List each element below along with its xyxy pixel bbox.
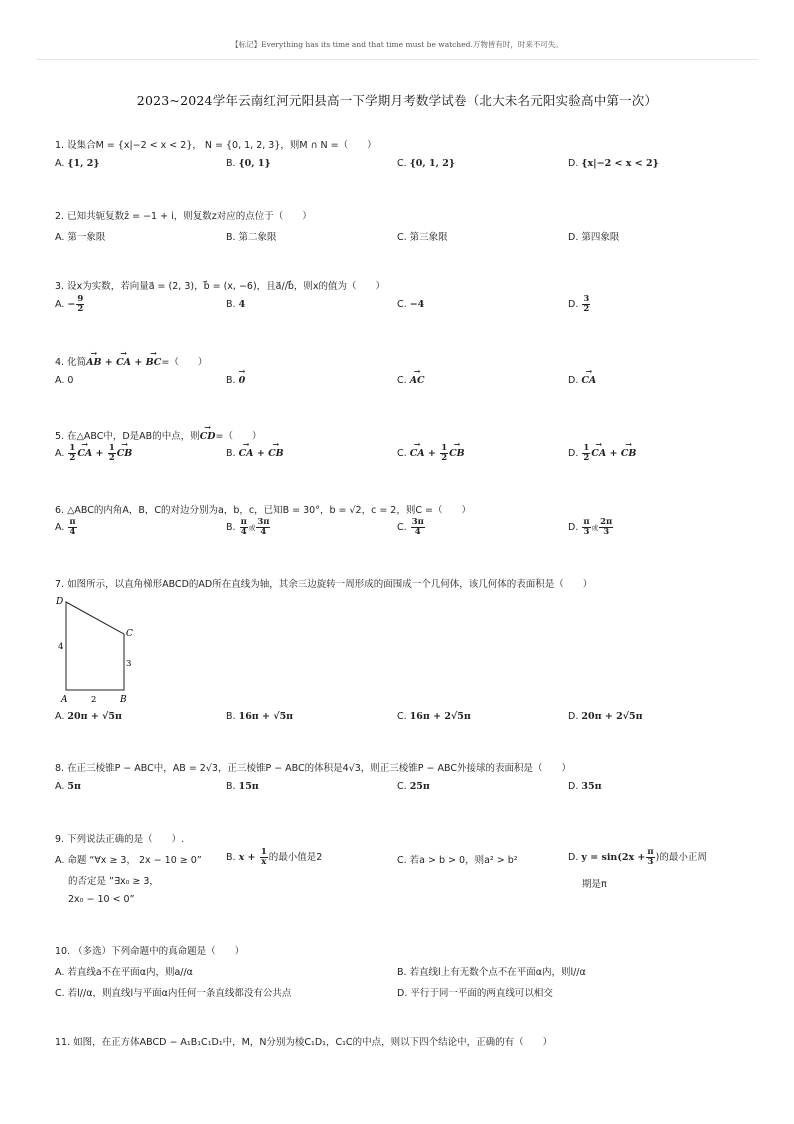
q6-option-d: D. $\frac{\pi}{3}$ 或 $\frac{2\pi}{3}$: [568, 517, 613, 537]
q1-option-a: A. {1, 2}: [55, 158, 100, 169]
q9-option-b: B. x + $\frac{1}{x}$ 的最小值是2: [226, 847, 323, 867]
question-5: 5. 在△ABC中，D是AB的中点，则→ CD=（ ）: [55, 428, 262, 442]
q10-option-a: A. 若直线a不在平面α内，则a//α: [55, 967, 193, 978]
q4-option-d: D. → CA: [568, 375, 596, 386]
question-4: 4. 化简→ AB + → CA + → BC=（ ）: [55, 354, 207, 368]
top-note: 【标记】Everything has its time and that time must be watched.万物皆有时，时来不可失。: [231, 40, 563, 49]
page-title: 2023~2024学年云南红河元阳县高一下学期月考数学试卷（北大未名元阳实验高中第一次）: [136, 93, 658, 108]
question-3: 3. 设x为实数，若向量a⃗ = (2, 3)，b⃗ = (x, −6)，且a⃗//b⃗，则x的值为（ ）: [55, 281, 386, 292]
label-c: C: [126, 629, 133, 639]
q5-option-a: A. $\frac{1}{2}$ → CA + $\frac{1}{2}$ → CB: [55, 444, 132, 463]
q4-option-c: C. → AC: [397, 375, 425, 386]
question-11: 11. 如图，在正方体ABCD − A₁B₁C₁D₁中，M，N分别为棱C₁D₁，C₁C的中点，则以下四个结论中，正确的有（ ）: [55, 1037, 553, 1048]
question-2: 2. 已知共轭复数z̄ = −1 + i，则复数z对应的点位于（ ）: [55, 211, 312, 222]
question-7: 7. 如图所示，以直角梯形ABCD的AD所在直线为轴，其余三边旋转一周形成的面围成一个几何体，该几何体的表面积是（ ）: [55, 579, 593, 590]
label-3: 3: [126, 659, 132, 669]
q3-option-a: A. − $\frac{9}{2}$: [55, 294, 84, 314]
q2-option-c: C. 第三象限: [397, 232, 448, 243]
q2-option-d: D. 第四象限: [568, 232, 620, 243]
label-b: B: [120, 695, 127, 705]
q5-option-b: B. → CA + → CB: [226, 448, 284, 459]
q3-option-d: D. $\frac{3}{2}$: [568, 294, 590, 314]
q6-option-a: A. $\frac{\pi}{4}$: [55, 517, 76, 537]
question-1: 1. 设集合M = {x|−2 < x < 2}， N = {0, 1, 2, 3}，则M ∩ N =（ ）: [55, 140, 377, 151]
q5-option-c: C. → CA + $\frac{1}{2}$ → CB: [397, 444, 465, 463]
q1-option-c: C. {0, 1, 2}: [397, 158, 455, 169]
label-d: D: [56, 597, 64, 607]
q1-option-b: B. {0, 1}: [226, 158, 271, 169]
label-a: A: [61, 695, 68, 705]
q8-option-a: A. 5π: [55, 781, 81, 792]
q8-option-c: C. 25π: [397, 781, 430, 792]
label-2: 2: [91, 695, 97, 705]
question-8: 8. 在正三棱锥P − ABC中，AB = 2√3，正三棱锥P − ABC的体积是4√3，则正三棱锥P − ABC外接球的表面积是（ ）: [55, 763, 572, 774]
q3-option-b: B. 4: [226, 299, 246, 310]
q7-option-d: D. 20π + 2√5π: [568, 711, 643, 722]
q4-option-b: B. → 0: [226, 375, 245, 386]
label-4: 4: [58, 642, 64, 652]
q8-option-d: D. 35π: [568, 781, 602, 792]
question-10: 10. （多选）下列命题中的真命题是（ ）: [55, 946, 245, 957]
q10-option-b: B. 若直线l上有无数个点不在平面α内，则l//α: [397, 967, 586, 978]
q7-option-a: A. 20π + √5π: [55, 711, 122, 722]
q4-option-a: A. 0: [55, 375, 74, 386]
q2-option-a: A. 第一象限: [55, 232, 106, 243]
question-9: 9. 下列说法正确的是（ ）.: [55, 834, 185, 845]
q2-option-b: B. 第二象限: [226, 232, 277, 243]
q1-option-d: D. {x|−2 < x < 2}: [568, 158, 659, 169]
q9-option-a-line1: A. 命题 “∀x ≥ 3， 2x − 10 ≥ 0”: [55, 855, 202, 866]
q9-option-d-line2: 期是π: [582, 879, 607, 890]
q9-option-c: C. 若a > b > 0，则a² > b²: [397, 855, 518, 866]
q5-option-d: D. $\frac{1}{2}$ → CA + → CB: [568, 444, 636, 463]
q9-option-a-line2: 的否定是 ”∃x₀ ≥ 3，: [68, 876, 159, 887]
q3-option-c: C. −4: [397, 299, 425, 310]
q10-option-c: C. 若l//α，则直线l与平面α内任何一条直线都没有公共点: [55, 988, 292, 999]
q6-option-b: B. $\frac{\pi}{4}$ 或 $\frac{3\pi}{4}$: [226, 517, 270, 537]
q10-option-d: D. 平行于同一平面的两直线可以相交: [397, 988, 553, 999]
q7-option-c: C. 16π + 2√5π: [397, 711, 471, 722]
trapezoid-figure: [52, 592, 142, 707]
q9-option-d: D. y = sin(2x + $\frac{\pi}{3}$ )的最小正周: [568, 847, 707, 867]
q9-option-a-line3: 2x₀ − 10 < 0”: [68, 894, 135, 905]
q7-option-b: B. 16π + √5π: [226, 711, 294, 722]
divider: [36, 59, 758, 60]
question-6: 6. △ABC的内角A，B，C的对边分别为a，b，c，已知B = 30°，b = √2，c = 2，则C =（ ）: [55, 505, 471, 516]
q6-option-c: C. $\frac{3\pi}{4}$: [397, 517, 424, 537]
q8-option-b: B. 15π: [226, 781, 259, 792]
